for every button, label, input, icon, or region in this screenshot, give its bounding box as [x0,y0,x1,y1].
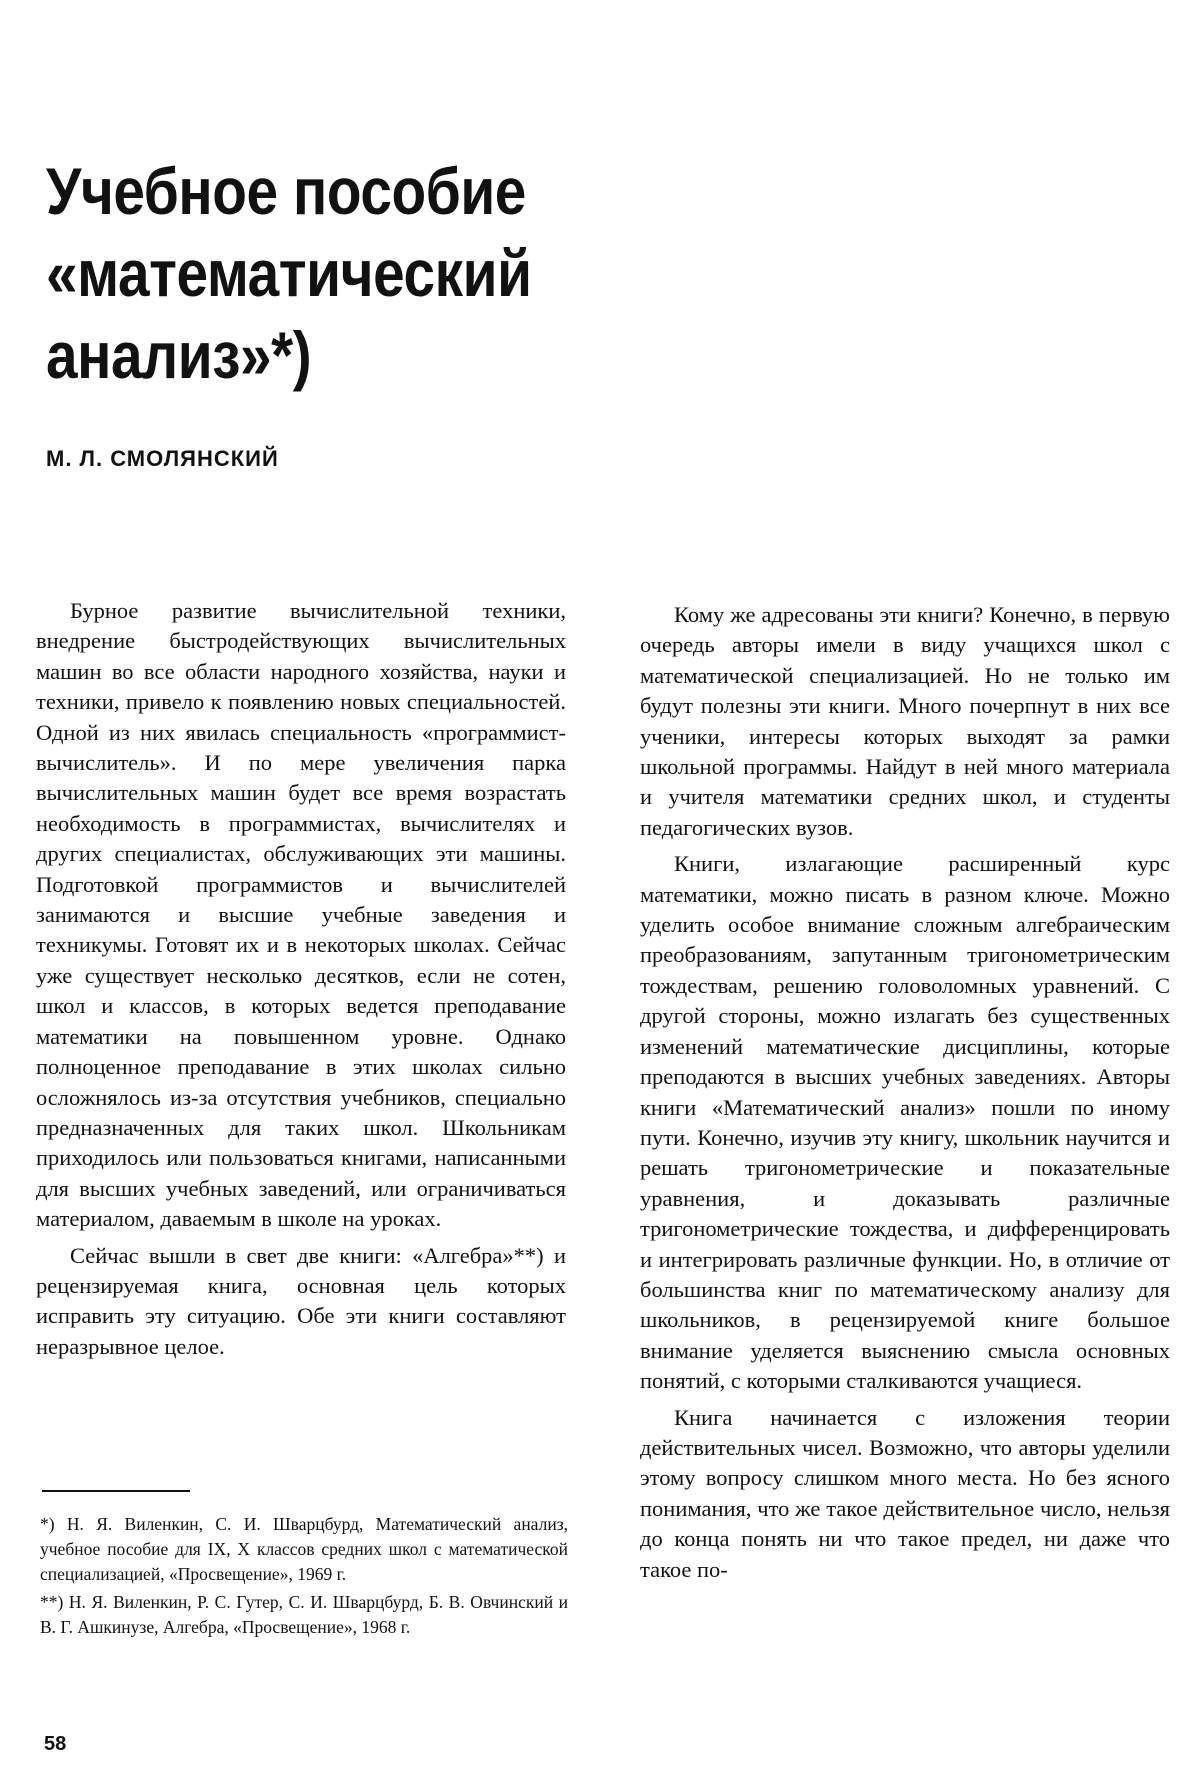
paragraph: Кому же адресованы эти книги? Конечно, в первую очередь авторы имели в виду учащихся школ с математической специализацией. Но не только им будут полезны эти книги. Много почерпнут в них все ученики, интересы которых выходят за рамки школьной программы. Найдут в ней много материала и учителя математики средних школ, и студенты педагогических вузов. [640,602,1170,840]
footnotes [40,1512,568,1640]
footnote-divider [42,1490,190,1492]
footnote: *) Н. Я. Виленкин, С. И. Шварцбурд, Математический анализ, учебное пособие для IX, X классов средних школ с математической специализацией, «Просвещение», 1969 г. [40,1514,568,1584]
page-number: 58 [44,1733,67,1755]
title-line: Учебное пособие [46,154,526,228]
title-line: «математический [46,236,532,310]
paragraph: Бурное развитие вычислительной техники, внедрение быстродействующих вычислительных машин во все области народного хозяйства, науки и техники, привело к появлению новых специальностей. Одной из них явилась специальность «программист-вычислитель». И по мере увеличения парка вычислительных машин будет все время возрастать необходимость в программистах, вычислителях и других специалистах, обслуживающих эти машины. Подготовкой программистов и вычислителей занимаются и высшие учебные заведения и техникумы. Готовят их и в некоторых школах. Сейчас уже существует несколько десятков, если не сотен, школ и классов, в которых ведется преподавание математики на повышенном уровне. Однако полноценное преподавание в этих школах сильно осложнялось из-за отсутствия учебников, специально предназначенных для таких школ. Школьникам приходилось или пользоваться книгами, написанными для высших учебных заведений, или ограничиваться материалом, даваемым в школе на уроках. [36,598,566,1232]
title-line: анализ»*) [46,318,312,392]
left-column [36,596,566,1362]
article-title [46,150,532,396]
author-name: М. Л. СМОЛЯНСКИЙ [46,446,279,471]
paragraph: Книги, излагающие расширенный курс математики, можно писать в разном ключе. Можно уделить особое внимание сложным алгебраическим преобразованиям, запутанным тригонометрическим тождествам, решению головоломных уравнений. С другой стороны, можно излагать без существенных изменений математические дисциплины, которые преподаются в высших учебных заведениях. Авторы книги «Математический анализ» пошли по иному пути. Конечно, изучив эту книгу, школьник научится и решать тригонометрические и показательные уравнения, и доказывать различные тригонометрические тождества, и дифференцировать и интегрировать различные функции. Но, в отличие от большинства книг по математическому анализу для школьников, в рецензируемой книге большое внимание уделяется выяснению смысла основных понятий, с которыми сталкиваются учащиеся. [640,851,1170,1394]
paragraph: Книга начинается с изложения теории действительных чисел. Возможно, что авторы уделили этому вопросу слишком много места. Но без ясного понимания, что же такое действительное число, нельзя до конца понять ни что такое предел, ни даже что такое по- [640,1404,1170,1582]
right-column [640,600,1170,1585]
paragraph: Сейчас вышли в свет две книги: «Алгебра»**) и рецензируемая книга, основная цель которых исправить эту ситуацию. Обе эти книги составляют неразрывное целое. [36,1242,566,1359]
footnote: **) Н. Я. Виленкин, Р. С. Гутер, С. И. Шварцбурд, Б. В. Овчинский и В. Г. Ашкинузе, Алгебра, «Просвещение», 1968 г. [40,1592,568,1637]
